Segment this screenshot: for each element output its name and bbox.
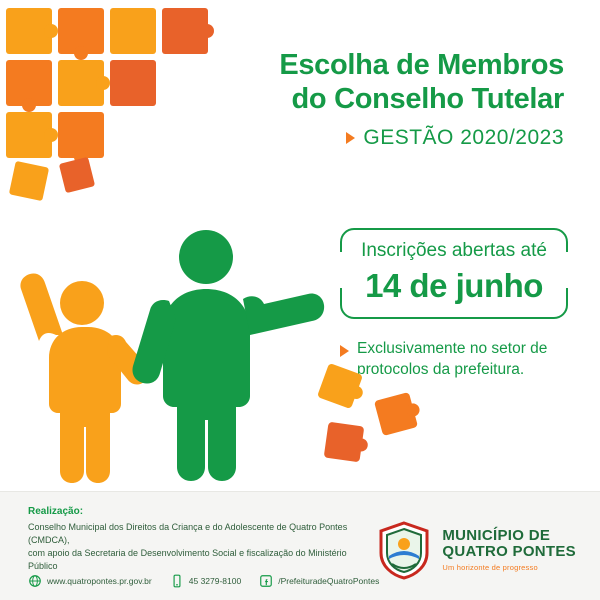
headline-block: [214, 48, 564, 150]
globe-icon: [28, 574, 42, 588]
puzzle-decoration-top-left: [0, 0, 230, 200]
realizacao-line-2: com apoio da Secretaria de Desenvolvimento Social e fiscalização do Ministério Público: [28, 548, 347, 572]
note-line-1: Exclusivamente no setor de: [357, 339, 548, 357]
brand-tagline: Um horizonte de progresso: [442, 562, 538, 572]
registration-info-block: [340, 228, 568, 381]
puzzle-piece: [374, 392, 418, 436]
brand-line-1: MUNICÍPIO DE: [442, 527, 551, 545]
registration-open-label: Inscrições abertas até: [361, 240, 547, 261]
realizacao-line-1: Conselho Municipal dos Direitos da Criança e do Adolescente de Quatro Pontes (CMDCA),: [28, 522, 348, 546]
coat-of-arms-icon: [376, 520, 432, 580]
triangle-bullet-icon: [346, 132, 355, 144]
contact-facebook[interactable]: [259, 574, 379, 588]
silhouette-illustration: [10, 185, 340, 485]
child-silhouette-orange: [20, 273, 149, 483]
contact-website-text: www.quatropontes.pr.gov.br: [47, 576, 152, 586]
gestao-text: GESTÃO 2020/2023: [363, 126, 564, 150]
puzzle-piece: [6, 112, 52, 158]
puzzle-piece: [58, 60, 104, 106]
puzzle-piece: [58, 8, 104, 54]
registration-note-text: [357, 339, 547, 381]
headline-line-1: Escolha de Membros: [279, 49, 564, 81]
puzzle-piece: [58, 112, 104, 158]
contact-phone[interactable]: [170, 574, 241, 588]
triangle-bullet-icon: [340, 345, 349, 357]
registration-bracket: [340, 228, 568, 319]
brand-text-block: [442, 528, 576, 571]
registration-note: [340, 339, 568, 381]
contact-list: [28, 574, 379, 588]
contact-website[interactable]: [28, 574, 152, 588]
puzzle-piece: [6, 8, 52, 54]
adult-silhouette-green: [132, 230, 324, 481]
puzzle-piece: [110, 8, 156, 54]
brand-line-2: QUATRO PONTES: [442, 543, 576, 561]
facebook-icon: [259, 574, 273, 588]
realizacao-block: [28, 506, 368, 573]
puzzle-piece: [6, 60, 52, 106]
contact-phone-text: 45 3279-8100: [188, 576, 242, 586]
puzzle-piece: [110, 60, 156, 106]
note-line-2: protocolos da prefeitura.: [357, 360, 525, 378]
headline-line-2: do Conselho Tutelar: [291, 83, 564, 116]
realizacao-title: Realização:: [28, 506, 84, 517]
puzzle-piece: [162, 8, 208, 54]
phone-icon: [170, 574, 184, 588]
municipality-brand: [376, 520, 576, 580]
footer-bar: [0, 491, 600, 600]
contact-facebook-text: /PrefeituradeQuatroPontes: [278, 576, 380, 586]
registration-deadline-date: 14 de junho: [365, 266, 543, 304]
gestao-row: [214, 126, 564, 150]
puzzle-piece: [324, 422, 365, 463]
